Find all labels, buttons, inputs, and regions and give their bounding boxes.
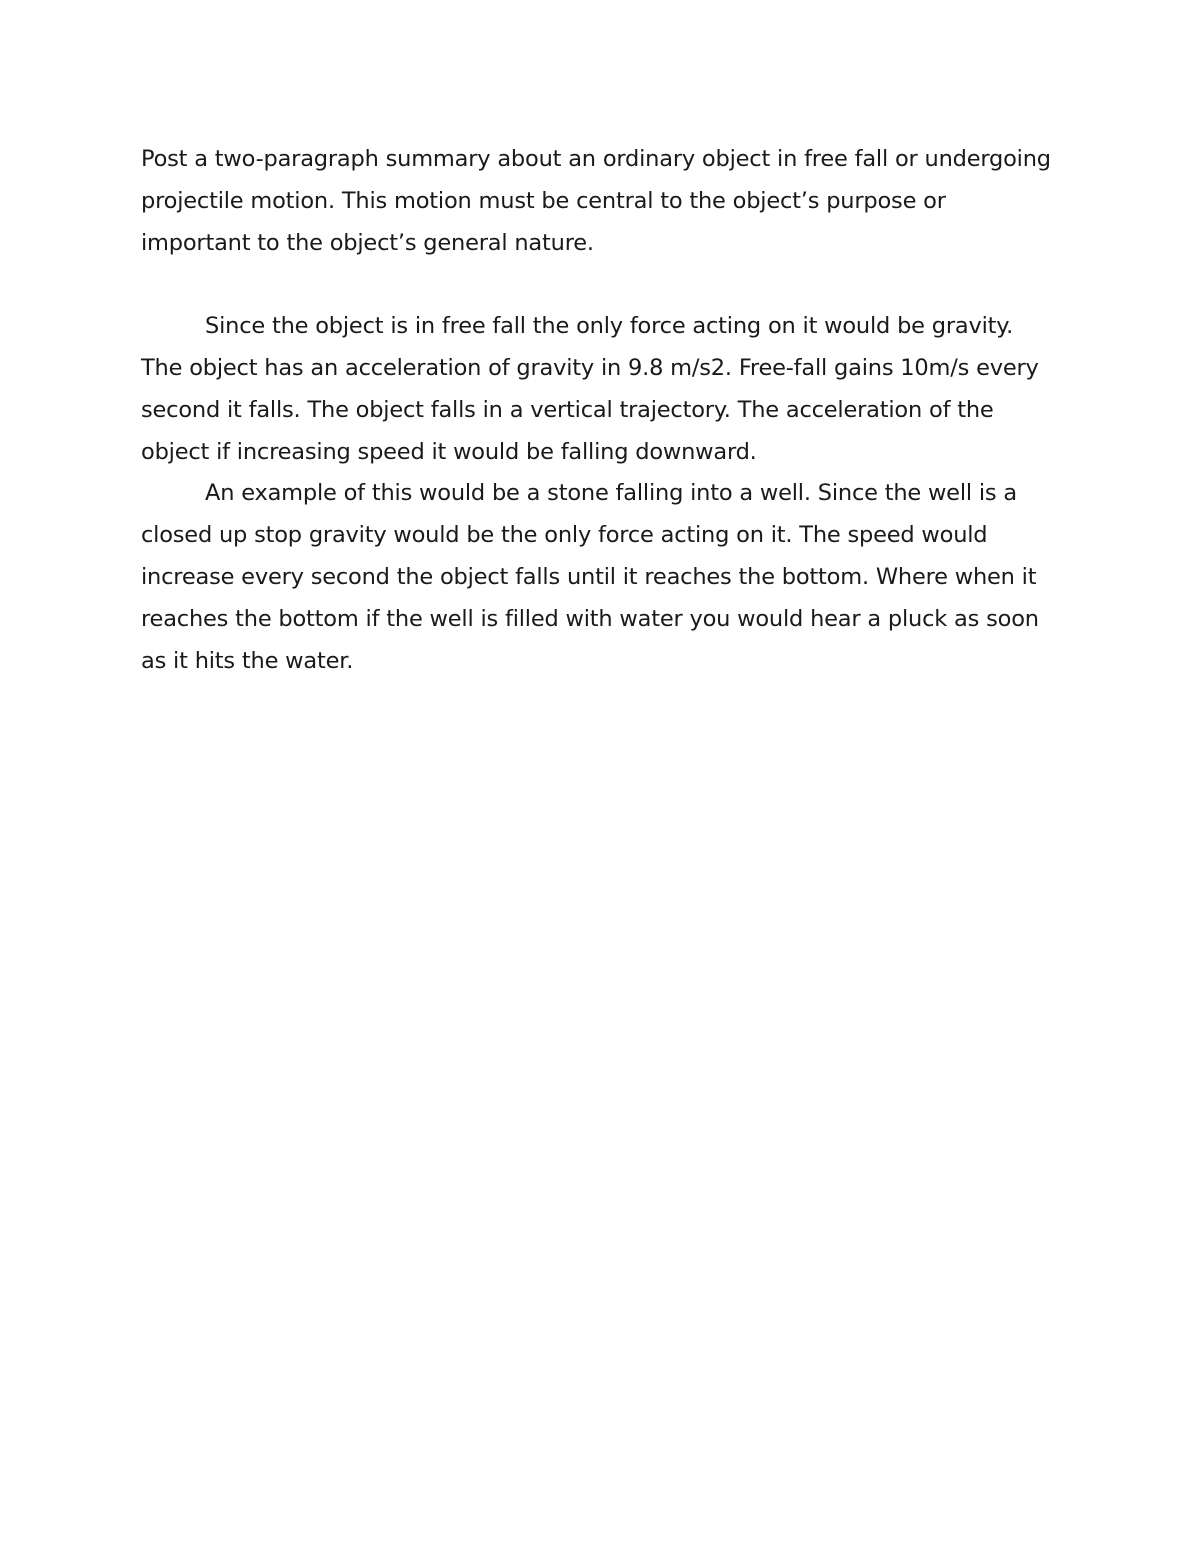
assignment-prompt: Post a two-paragraph summary about an ordinary object in free fall or undergoing projectile motion. This motion must be central to the object’s purpose or important to the object’s general nature. <box>141 146 1051 256</box>
document-body <box>141 139 1061 682</box>
paragraph-1: Since the object is in free fall the only force acting on it would be gravity. The object has an acceleration of gravity in 9.8 m/s2. Free-fall gains 10m/s every second it falls. The object falls in a vertical trajectory. The acceleration of the object if increasing speed it would be falling downward. <box>141 313 1039 465</box>
paragraph-2: An example of this would be a stone falling into a well. Since the well is a closed up stop gravity would be the only force acting on it. The speed would increase every second the object falls until it reaches the bottom. Where when it reaches the bottom if the well is filled with water you would hear a pluck as soon as it hits the water. <box>141 480 1039 674</box>
